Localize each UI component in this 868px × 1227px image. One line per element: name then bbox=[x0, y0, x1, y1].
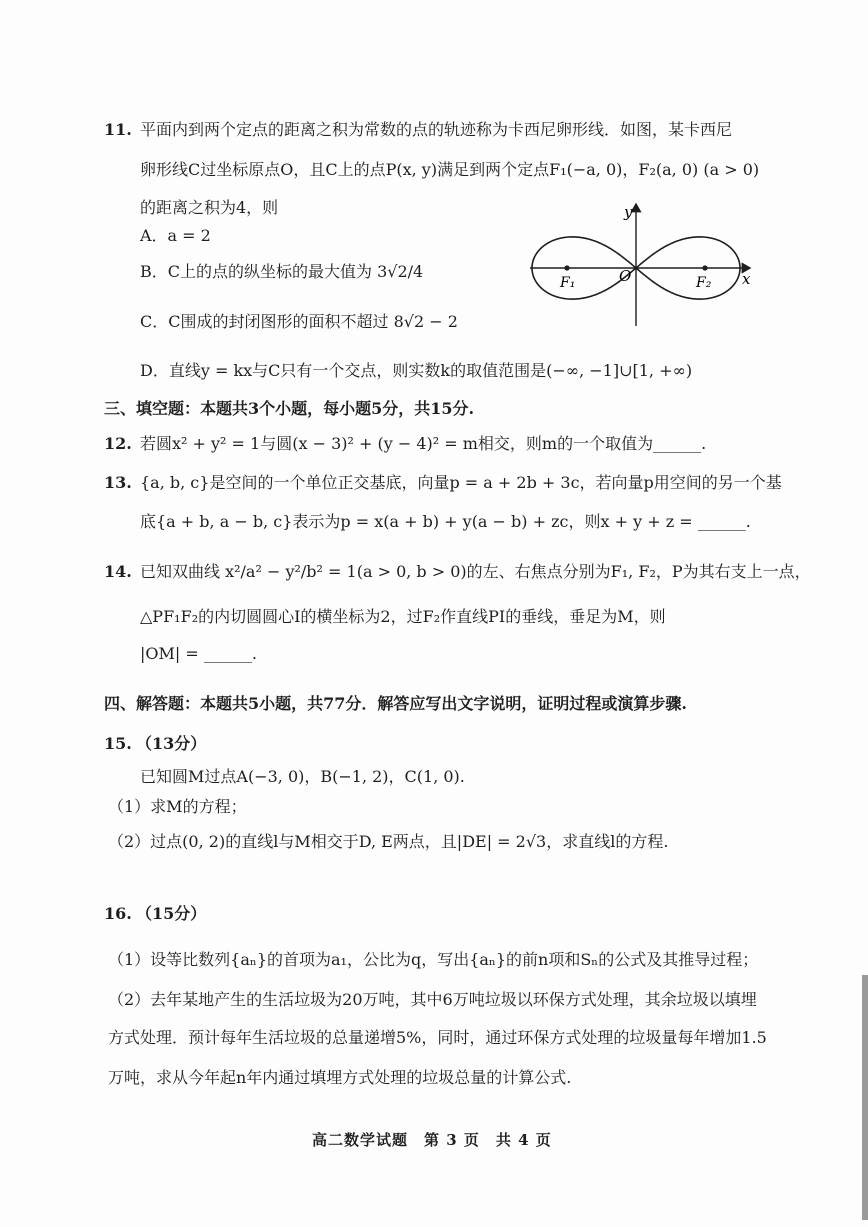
q16-score: （15分） bbox=[136, 904, 207, 923]
f2-label: F₂ bbox=[696, 275, 712, 291]
q14-number: 14. bbox=[104, 562, 132, 581]
q11-option-d: D．直线y = kx与C只有一个交点，则实数k的取值范围是(−∞, −1]∪[1, +∞) bbox=[140, 361, 693, 380]
f2-point bbox=[702, 265, 707, 270]
q14-line-3: |OM| = ______. bbox=[140, 644, 257, 663]
x-axis-label: x bbox=[742, 270, 751, 288]
origin-label: O bbox=[619, 267, 632, 285]
section-3-heading: 三、填空题：本题共3个小题，每小题5分，共15分. bbox=[104, 399, 475, 418]
f1-point bbox=[564, 265, 569, 270]
q15-number: 15. bbox=[104, 734, 132, 753]
q14-line-1: 已知双曲线 x²/a² − y²/b² = 1(a > 0, b > 0)的左、右焦点分别为F₁, F₂，P为其右支上一点， bbox=[140, 562, 811, 581]
q15-stem: 已知圆M过点A(−3, 0)，B(−1, 2)，C(1, 0). bbox=[140, 767, 465, 786]
q11-number: 11. bbox=[104, 120, 132, 139]
f1-label: F₁ bbox=[560, 275, 576, 291]
q16-part-2-line-3: 万吨，求从今年起n年内通过填埋方式处理的垃圾总量的计算公式. bbox=[108, 1068, 572, 1087]
q15-score: （13分） bbox=[136, 734, 207, 753]
q16-part-2-line-2: 方式处理．预计每年生活垃圾的总量递增5%，同时，通过环保方式处理的垃圾量每年增加1.5 bbox=[108, 1028, 767, 1047]
q12-text: 若圆x² + y² = 1与圆(x − 3)² + (y − 4)² = m相交，则m的一个取值为______. bbox=[140, 434, 707, 453]
page-footer: 高二数学试题 第 3 页 共 4 页 bbox=[312, 1131, 552, 1149]
q12-number: 12. bbox=[104, 434, 132, 453]
q14-line-2: △PF₁F₂的内切圆圆心I的横坐标为2，过F₂作直线PI的垂线，垂足为M，则 bbox=[140, 607, 666, 626]
q11-line-2: 卵形线C过坐标原点O，且C上的点P(x, y)满足到两个定点F₁(−a, 0)，F₂(a, 0) (a > 0) bbox=[140, 160, 760, 179]
q16-part-2-line-1: （2）去年某地产生的生活垃圾为20万吨，其中6万吨垃圾以环保方式处理，其余垃圾以填埋 bbox=[108, 990, 757, 1009]
q11-option-c: C．C围成的封闭图形的面积不超过 8√2 − 2 bbox=[140, 312, 458, 331]
q11-option-a: A．a = 2 bbox=[140, 226, 211, 245]
q11-line-3: 的距离之积为4，则 bbox=[140, 198, 279, 217]
section-4-heading: 四、解答题：本题共5小题，共77分．解答应写出文字说明，证明过程或演算步骤. bbox=[104, 694, 687, 713]
scan-edge-shadow bbox=[862, 975, 868, 1220]
y-axis-label: y bbox=[624, 203, 633, 221]
q15-part-2: （2）过点(0, 2)的直线l与M相交于D, E两点，且|DE| = 2√3，求直线l的方程. bbox=[108, 832, 669, 851]
q15-part-1: （1）求M的方程； bbox=[108, 797, 247, 816]
q11-option-b: B．C上的点的纵坐标的最大值为 3√2/4 bbox=[140, 262, 424, 281]
q13-line-1: {a, b, c}是空间的一个单位正交基底，向量p = a + 2b + 3c，若向量p用空间的另一个基 bbox=[140, 473, 782, 492]
cassini-oval-figure bbox=[528, 198, 758, 330]
q13-line-2: 底{a + b, a − b, c}表示为p = x(a + b) + y(a − b) + zc，则x + y + z = ______. bbox=[140, 512, 751, 531]
q11-line-1: 平面内到两个定点的距离之积为常数的点的轨迹称为卡西尼卵形线．如图，某卡西尼 bbox=[140, 120, 733, 139]
q16-number: 16. bbox=[104, 904, 132, 923]
q16-part-1: （1）设等比数列{aₙ}的首项为a₁，公比为q，写出{aₙ}的前n项和Sₙ的公式及其推导过程； bbox=[108, 950, 759, 969]
q13-number: 13. bbox=[104, 473, 132, 492]
